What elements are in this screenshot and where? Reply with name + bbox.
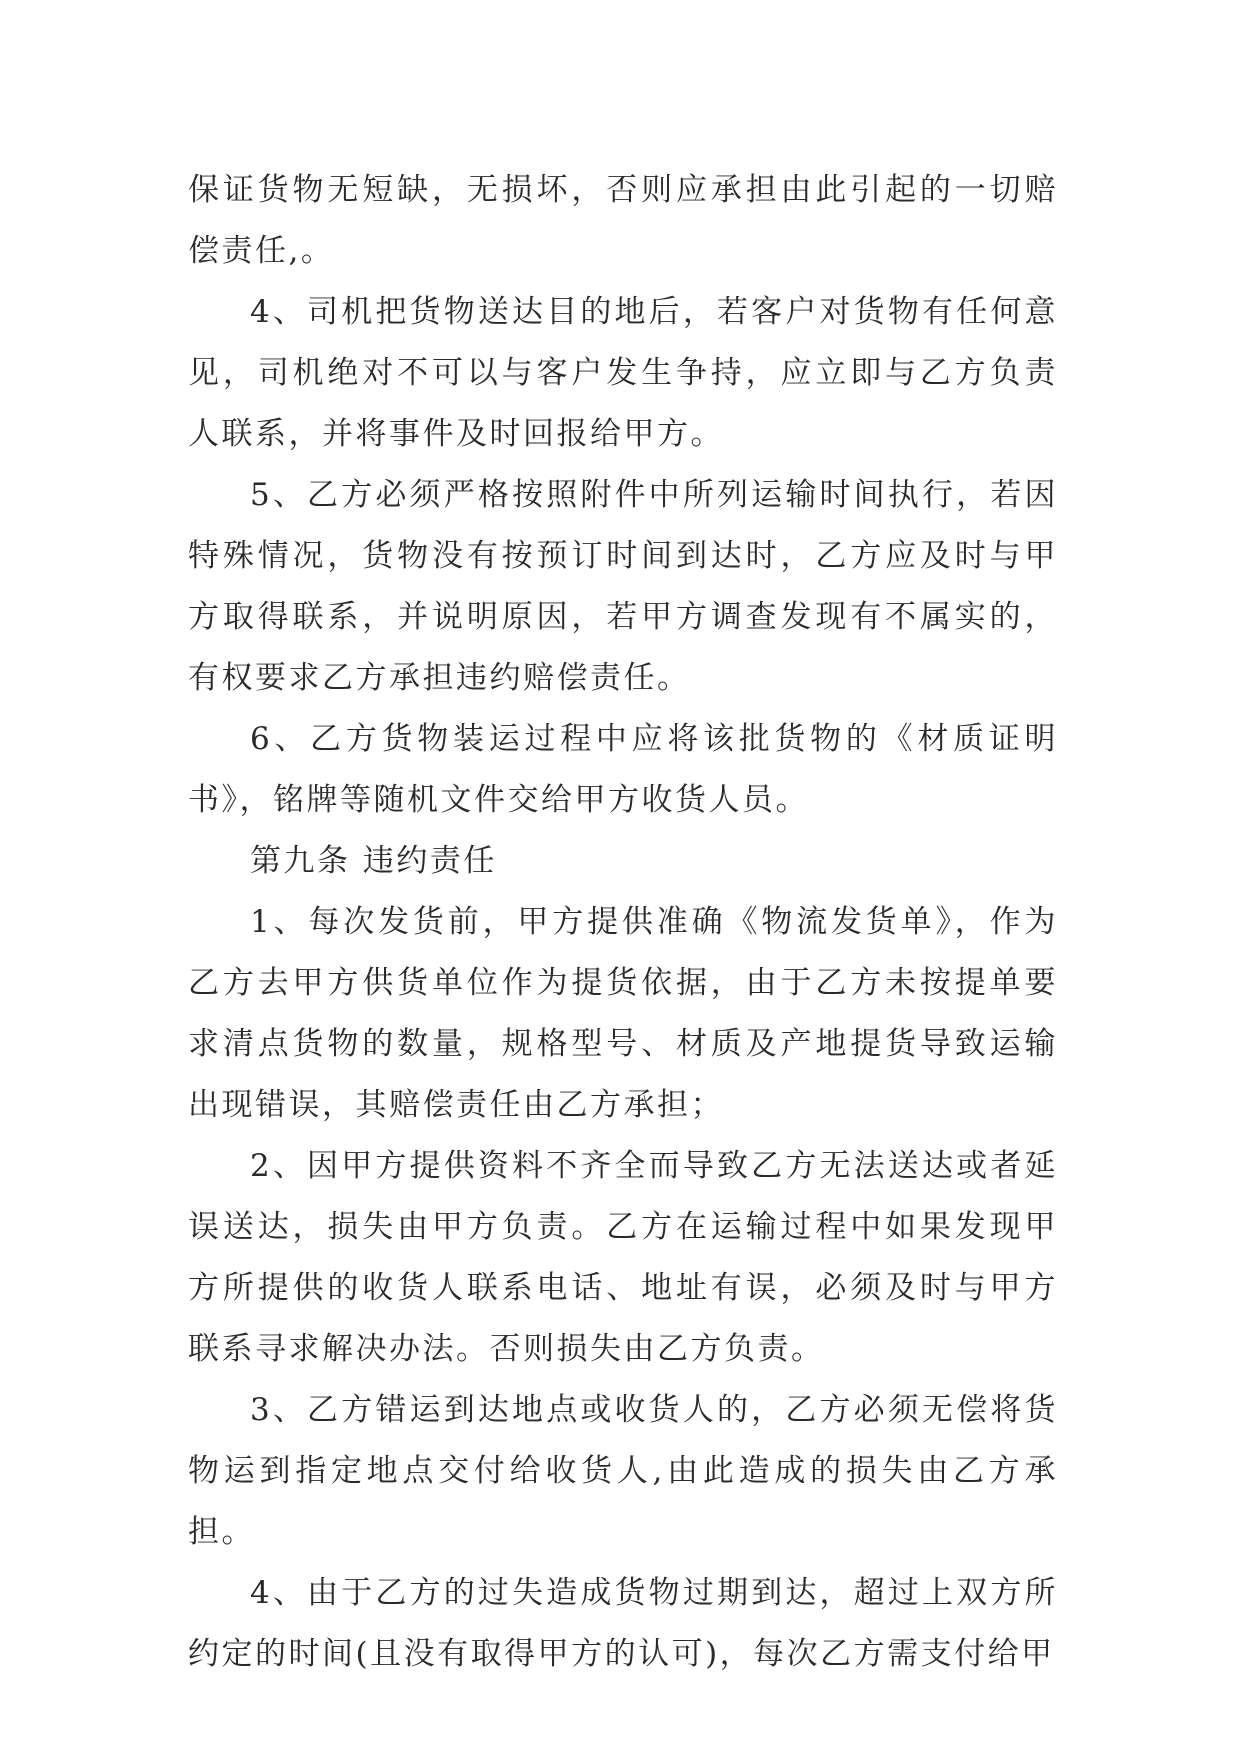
paragraph-liability-2: 2、因甲方提供资料不齐全而导致乙方无法送达或者延误送达，损失由甲方负责。乙方在运输过程中如果发现甲方所提供的收货人联系电话、地址有误，必须及时与甲方联系寻求解决办法。否则损失由乙方负责。 <box>188 1148 1058 1367</box>
paragraph-liability-4: 4、由于乙方的过失造成货物过期到达，超过上双方所约定的时间(且没有取得甲方的认可)，每次乙方需支付给甲 <box>188 1575 1058 1672</box>
section-heading-article-9: 第九条 违约责任 <box>250 843 497 879</box>
paragraph-clause-4-driver: 4、司机把货物送达目的地后，若客户对货物有任何意见，司机绝对不可以与客户发生争持，应立即与乙方负责人联系，并将事件及时回报给甲方。 <box>188 294 1058 452</box>
document-body <box>188 160 1058 1685</box>
paragraph-compensation-continuation: 保证货物无短缺，无损坏，否则应承担由此引起的一切赔偿责任,。 <box>188 172 1058 269</box>
paragraph-liability-1: 1、每次发货前，甲方提供准确《物流发货单》，作为乙方去甲方供货单位作为提货依据，由于乙方未按提单要求清点货物的数量，规格型号、材质及产地提货导致运输出现错误，其赔偿责任由乙方承担； <box>188 904 1058 1123</box>
paragraph-clause-6-documents: 6、乙方货物装运过程中应将该批货物的《材质证明书》，铭牌等随机文件交给甲方收货人员。 <box>188 721 1058 818</box>
paragraph-liability-3: 3、乙方错运到达地点或收货人的，乙方必须无偿将货物运到指定地点交付给收货人,由此造成的损失由乙方承担。 <box>188 1392 1058 1550</box>
paragraph-clause-5-timing: 5、乙方必须严格按照附件中所列运输时间执行，若因特殊情况，货物没有按预订时间到达时，乙方应及时与甲方取得联系，并说明原因，若甲方调查发现有不属实的，有权要求乙方承担违约赔偿责任。 <box>188 477 1058 696</box>
